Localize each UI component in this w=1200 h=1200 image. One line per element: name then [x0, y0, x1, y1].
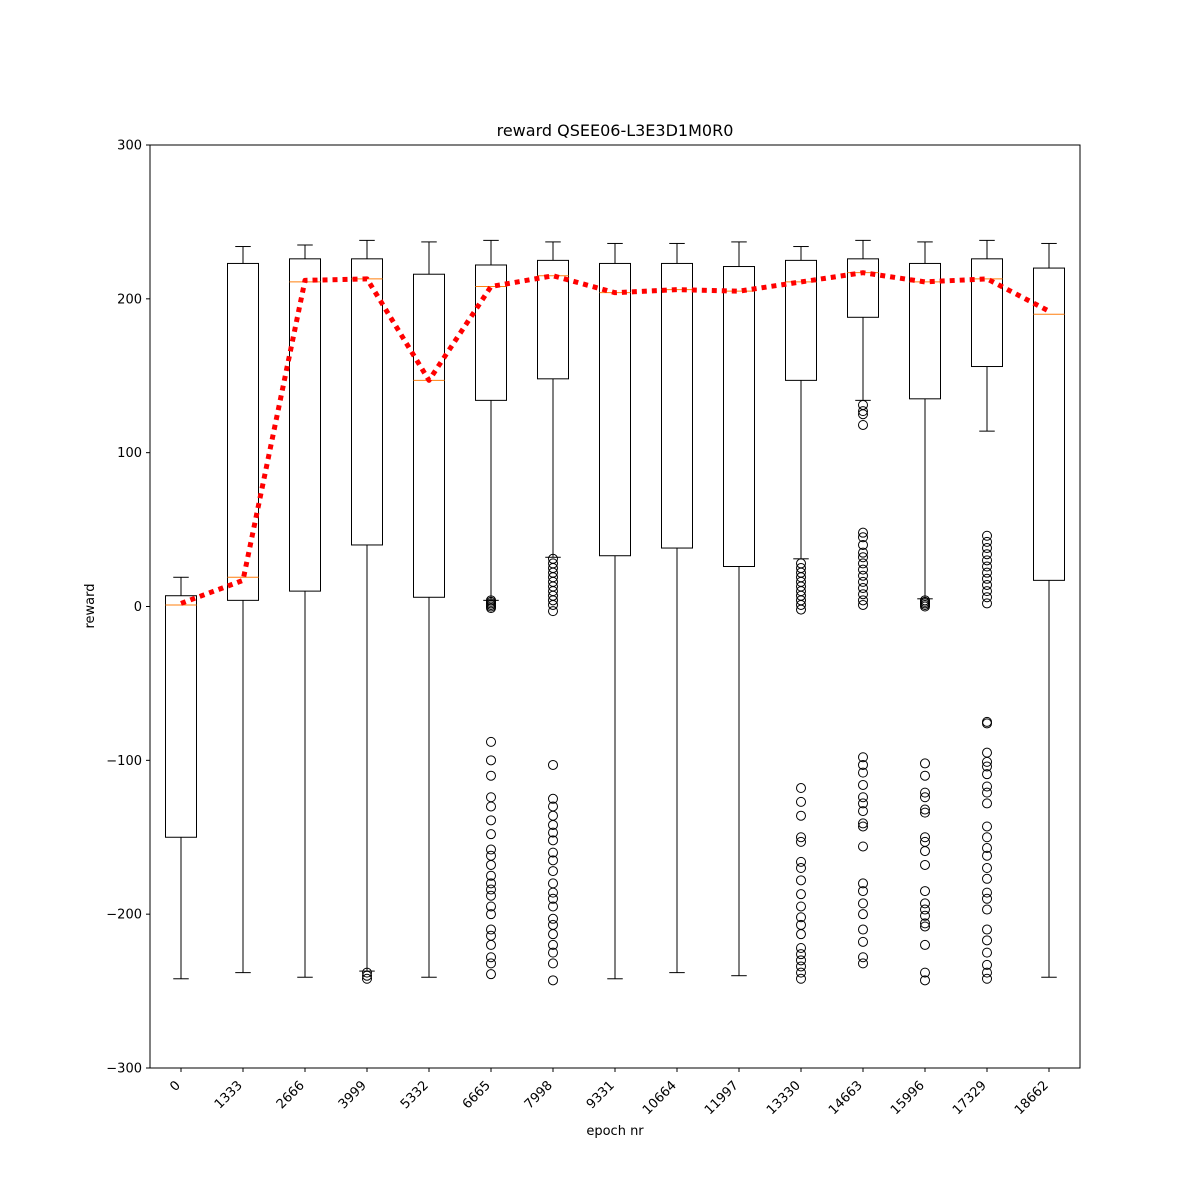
x-tick-label: 0 — [167, 1078, 184, 1095]
x-tick-label: 15996 — [887, 1078, 928, 1119]
y-tick-label: 200 — [117, 292, 142, 308]
y-tick-label: 0 — [133, 600, 142, 615]
y-tick-label: −200 — [106, 907, 142, 923]
y-tick-label: −100 — [106, 753, 142, 769]
x-axis-label: epoch nr — [586, 1124, 644, 1139]
x-tick-label: 6665 — [459, 1078, 494, 1113]
x-tick-label: 11997 — [701, 1078, 742, 1119]
y-axis-label: reward — [83, 583, 98, 629]
chart-title: reward QSEE06-L3E3D1M0R0 — [496, 121, 734, 140]
x-tick-label: 1333 — [211, 1078, 246, 1113]
x-tick-label: 7998 — [521, 1078, 556, 1113]
x-tick-label: 5332 — [397, 1078, 432, 1113]
y-tick-label: 100 — [117, 446, 142, 462]
x-tick-label: 14663 — [825, 1078, 866, 1119]
y-tick-label: −300 — [106, 1061, 142, 1077]
x-tick-label: 9331 — [583, 1078, 618, 1113]
y-tick-label: 300 — [117, 138, 142, 154]
x-tick-label: 10664 — [639, 1078, 680, 1119]
x-tick-label: 3999 — [335, 1078, 370, 1113]
x-tick-label: 17329 — [949, 1078, 990, 1119]
x-tick-label: 13330 — [763, 1078, 804, 1119]
x-tick-label: 2666 — [273, 1078, 308, 1113]
x-tick-label: 18662 — [1011, 1078, 1052, 1119]
